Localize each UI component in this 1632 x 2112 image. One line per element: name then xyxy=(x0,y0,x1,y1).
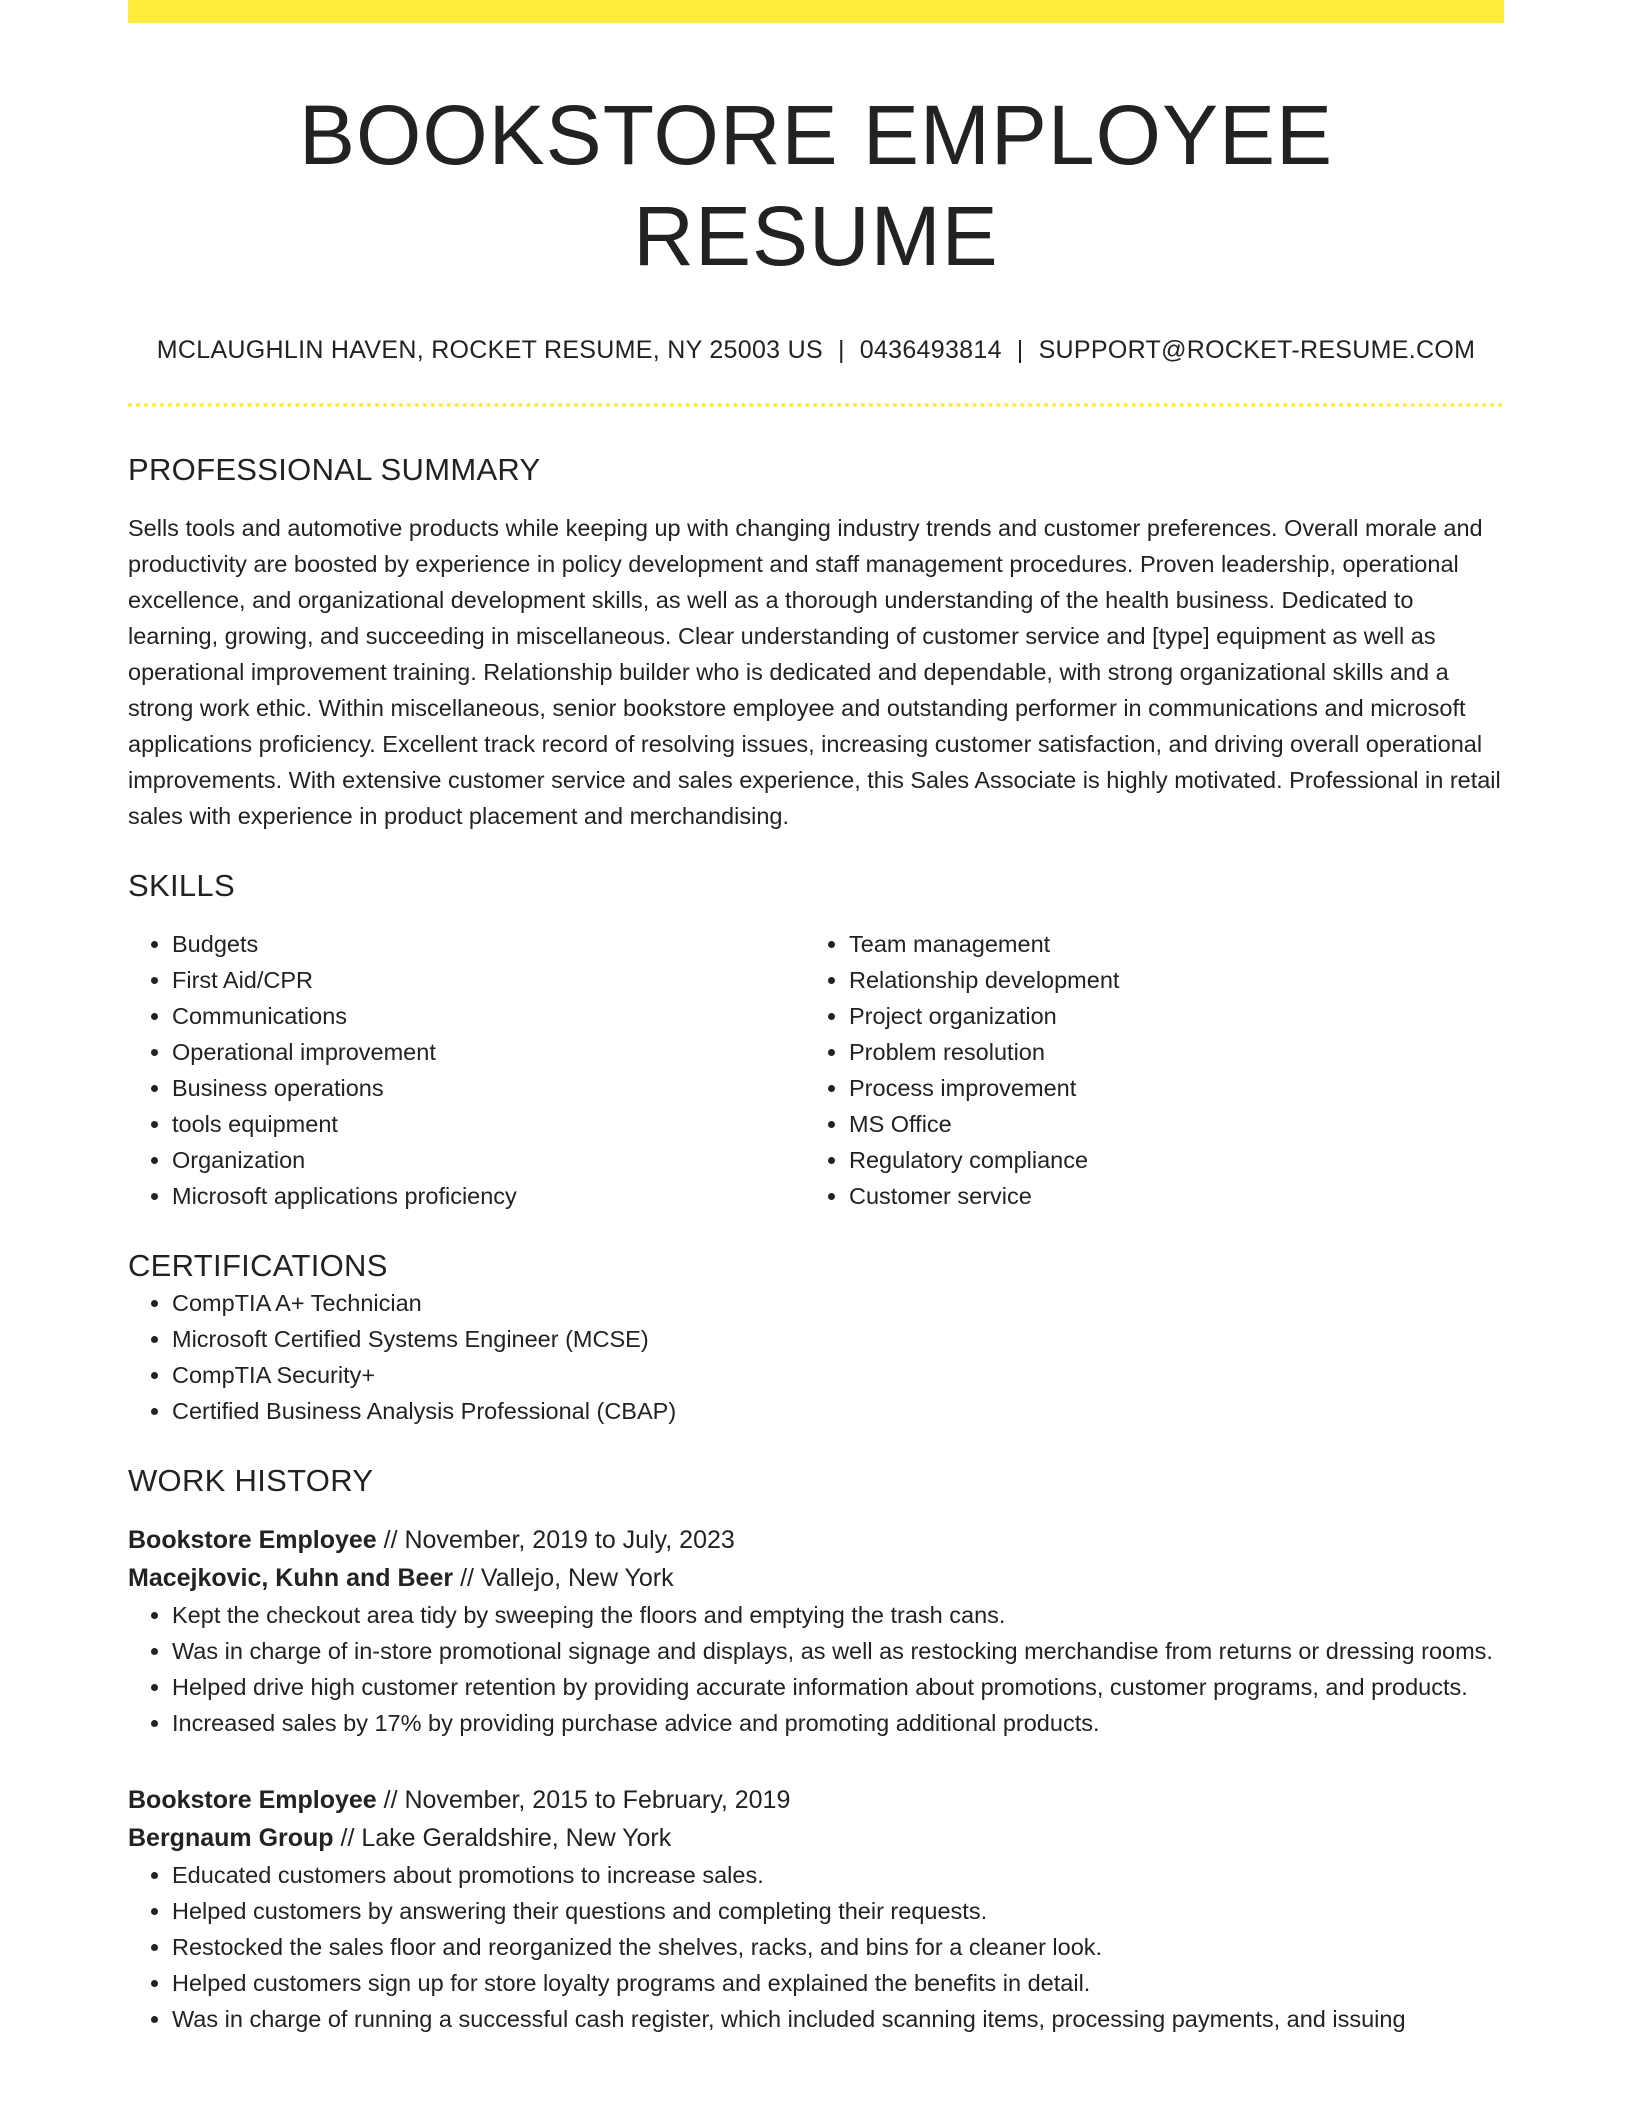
job-bullet: • Was in charge of running a successful cash register, which included scanning items, processing payments, and issuing xyxy=(172,2001,1504,2037)
skills-column-right xyxy=(805,926,1482,1214)
job-bullets xyxy=(128,1857,1504,2037)
job-bullet: • Helped customers by answering their questions and completing their requests. xyxy=(172,1893,1504,1929)
skill-item: • Budgets xyxy=(172,926,805,962)
job-location: // Lake Geraldshire, New York xyxy=(340,1823,672,1852)
certification-item: • Microsoft Certified Systems Engineer (MCSE) xyxy=(172,1321,1504,1357)
skills-list xyxy=(128,926,1504,1214)
certification-item: • Certified Business Analysis Professional (CBAP) xyxy=(172,1393,1504,1429)
phone: 0436493814 xyxy=(859,335,1002,364)
summary-text: Sells tools and automotive products while keeping up with changing industry trends and customer preferences. Overall morale and productivity are boosted by experience in policy development and staff management procedures. Proven leadership, operational excellence, and organizational development skills, as well as a thorough understanding of the health business. Dedicated to learning, growing, and succeeding in miscellaneous. Clear understanding of customer service and [type] equipment as well as operational improvement training. Relationship builder who is dedicated and dependable, with strong organizational skills and a strong work ethic. Within miscellaneous, senior bookstore employee and outstanding performer in communications and microsoft applications proficiency. Excellent track record of resolving issues, increasing customer satisfaction, and driving overall operational improvements. With extensive customer service and sales experience, this Sales Associate is highly motivated. Professional in retail sales with experience in product placement and merchandising. xyxy=(128,515,1501,830)
job-title: Bookstore Employee xyxy=(128,1785,377,1814)
contact-line xyxy=(128,334,1504,367)
skill-item: • Customer service xyxy=(849,1178,1482,1214)
skill-item: • Project organization xyxy=(849,998,1482,1034)
address: MCLAUGHLIN HAVEN, ROCKET RESUME, NY 25003 US xyxy=(156,335,823,364)
job-dates: // November, 2019 to July, 2023 xyxy=(383,1525,735,1554)
contact-separator: | xyxy=(837,335,845,364)
certifications-list xyxy=(128,1285,1504,1429)
skills-column-left xyxy=(128,926,805,1214)
certification-item: • CompTIA Security+ xyxy=(172,1357,1504,1393)
work-history-heading: WORK HISTORY xyxy=(128,1462,374,1498)
job-bullet: • Increased sales by 17% by providing purchase advice and promoting additional products. xyxy=(172,1705,1504,1741)
skill-item: • Operational improvement xyxy=(172,1034,805,1070)
skills-heading: SKILLS xyxy=(128,868,235,904)
skill-item: • Business operations xyxy=(172,1070,805,1106)
job-bullets xyxy=(128,1597,1504,1741)
summary-heading: PROFESSIONAL SUMMARY xyxy=(128,452,541,488)
job-bullet: • Was in charge of in-store promotional signage and displays, as well as restocking merchandise from returns or dressing rooms. xyxy=(172,1633,1504,1669)
skill-item: • Problem resolution xyxy=(849,1034,1482,1070)
skill-item: • Relationship development xyxy=(849,962,1482,998)
certifications-heading: CERTIFICATIONS xyxy=(128,1248,388,1284)
job-bullet: • Kept the checkout area tidy by sweeping the floors and emptying the trash cans. xyxy=(172,1597,1504,1633)
certification-item: • CompTIA A+ Technician xyxy=(172,1285,1504,1321)
job-title: Bookstore Employee xyxy=(128,1525,377,1554)
skill-item: • Regulatory compliance xyxy=(849,1142,1482,1178)
dotted-divider xyxy=(128,403,1504,407)
job-entry xyxy=(128,1521,1504,1741)
skill-item: • MS Office xyxy=(849,1106,1482,1142)
skill-item: • Process improvement xyxy=(849,1070,1482,1106)
email: SUPPORT@ROCKET-RESUME.COM xyxy=(1038,335,1476,364)
job-bullet: • Restocked the sales floor and reorganized the shelves, racks, and bins for a cleaner look. xyxy=(172,1929,1504,1965)
job-title-line xyxy=(128,1521,1504,1559)
skill-item: • tools equipment xyxy=(172,1106,805,1142)
contact-separator: | xyxy=(1016,335,1024,364)
job-location: // Vallejo, New York xyxy=(460,1563,674,1592)
job-company-line xyxy=(128,1559,1504,1597)
job-bullet: • Educated customers about promotions to increase sales. xyxy=(172,1857,1504,1893)
job-dates: // November, 2015 to February, 2019 xyxy=(383,1785,791,1814)
job-title-line xyxy=(128,1781,1504,1819)
job-company: Bergnaum Group xyxy=(128,1823,334,1852)
job-company-line xyxy=(128,1819,1504,1857)
job-bullet: • Helped drive high customer retention by providing accurate information about promotions, customer programs, and products. xyxy=(172,1669,1504,1705)
job-bullet: • Helped customers sign up for store loyalty programs and explained the benefits in detail. xyxy=(172,1965,1504,2001)
accent-bar xyxy=(128,0,1504,23)
resume-title: BOOKSTORE EMPLOYEE RESUME xyxy=(298,88,1334,283)
job-entry xyxy=(128,1781,1504,2037)
skill-item: • Communications xyxy=(172,998,805,1034)
skill-item: • First Aid/CPR xyxy=(172,962,805,998)
resume-page xyxy=(128,0,1504,2037)
job-company: Macejkovic, Kuhn and Beer xyxy=(128,1563,454,1592)
skill-item: • Microsoft applications proficiency xyxy=(172,1178,805,1214)
skill-item: • Organization xyxy=(172,1142,805,1178)
skill-item: • Team management xyxy=(849,926,1482,962)
